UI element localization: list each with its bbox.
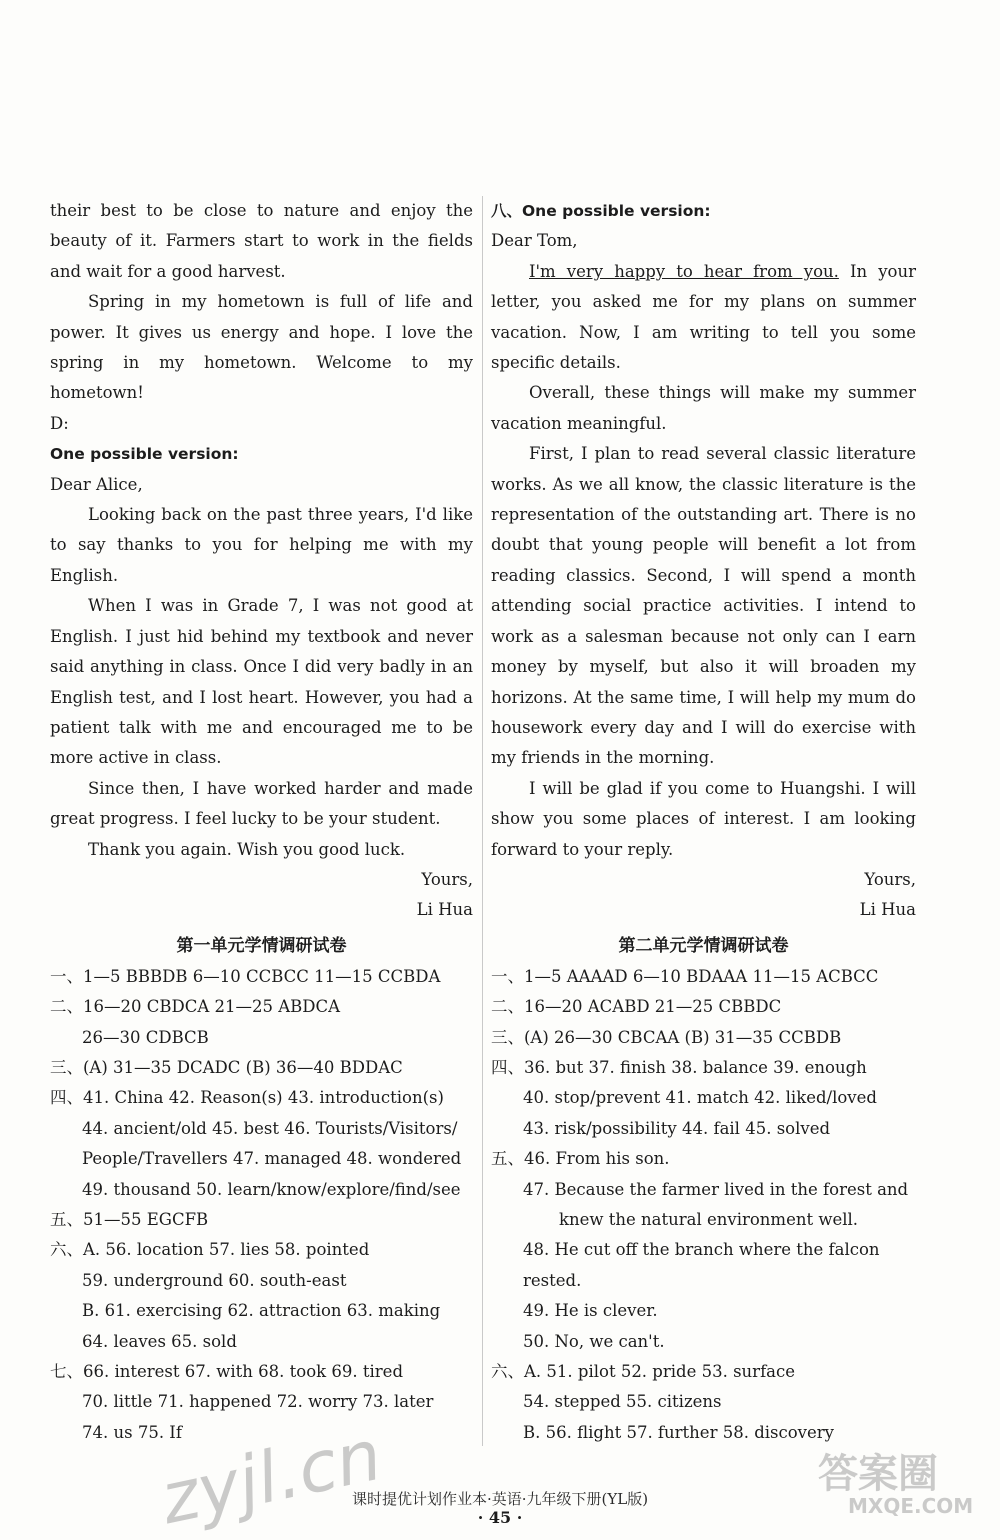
answer-line: 40. stop/prevent 41. match 42. liked/loved (523, 1088, 877, 1108)
answer-line: 47. Because the farmer lived in the forest and knew the natural environment well. (523, 1179, 909, 1229)
answer-line: 49. thousand 50. learn/know/explore/find/see (82, 1179, 461, 1199)
paragraph: Since then, I have worked harder and made great progress. I feel lucky to be your student. (50, 778, 473, 829)
answer-line: 43. risk/possibility 44. fail 45. solved (523, 1118, 831, 1138)
answer-line: 六、A. 51. pilot 52. pride 53. surface (491, 1362, 796, 1382)
paragraph-text: In your letter, you asked me for my plans on summer vacation. Now, I am writing to tell you some specific details. (491, 261, 917, 373)
right-column (491, 196, 916, 1448)
answer-line: 64. leaves 65. sold (82, 1331, 237, 1351)
version-label: 八、One possible version: (491, 202, 711, 220)
unit2-title: 第二单元学情调研试卷 (618, 935, 789, 956)
underlined-sentence: I'm very happy to hear from you. (529, 261, 839, 281)
answer-line: 三、(A) 31—35 DCADC (B) 36—40 BDDAC (50, 1057, 403, 1077)
page-number: · 45 · (477, 1508, 523, 1527)
letter-signature: Li Hua (859, 900, 916, 920)
unit1-title: 第一单元学情调研试卷 (176, 935, 347, 956)
version-label: One possible version: (50, 445, 239, 464)
paragraph: When I was in Grade 7, I was not good at English. I just hid behind my textbook and never said anything in class. Once I did very badly in an English test, and I lost heart. However, you had a patient talk with me and encouraged me to be more active in class. (50, 596, 473, 768)
answer-line: B. 61. exercising 62. attraction 63. making (82, 1301, 441, 1321)
answer-line: 一、1—5 AAAAD 6—10 BDAAA 11—15 ACBCC (491, 966, 879, 986)
answer-line: 44. ancient/old 45. best 46. Tourists/Visitors/ (82, 1118, 458, 1138)
answer-line: 49. He is clever. (523, 1301, 658, 1321)
answer-line: 三、(A) 26—30 CBCAA (B) 31—35 CCBDB (491, 1027, 842, 1047)
answer-line: 70. little 71. happened 72. worry 73. later (82, 1392, 434, 1412)
answer-line: 六、A. 56. location 57. lies 58. pointed (50, 1240, 370, 1260)
answer-line: 四、41. China 42. Reason(s) 43. introduction(s) (50, 1088, 444, 1108)
answer-line: 二、16—20 CBDCA 21—25 ABDCA (50, 997, 341, 1017)
paragraph: Thank you again. Wish you good luck. (88, 839, 406, 859)
letter-greeting: Dear Alice, (50, 474, 143, 494)
watermark-logo: MXQE.COM (848, 1494, 974, 1518)
answer-line: 54. stepped 55. citizens (523, 1392, 722, 1412)
paragraph (491, 257, 916, 379)
answer-line: 48. He cut off the branch where the falcon rested. (523, 1240, 880, 1290)
paragraph: their best to be close to nature and enjoy the beauty of it. Farmers start to work in the fields and wait for a good harvest. (50, 201, 473, 281)
left-column (50, 196, 473, 1448)
answer-line: People/Travellers 47. managed 48. wondered (82, 1149, 462, 1169)
answer-line: 五、51—55 EGCFB (50, 1210, 209, 1229)
answer-line: 五、46. From his son. (491, 1149, 670, 1169)
paragraph: Looking back on the past three years, I'd like to say thanks to you for helping me with my English. (50, 505, 473, 585)
letter-closing: Yours, (421, 869, 473, 889)
paragraph: I will be glad if you come to Huangshi. I will show you some places of interest. I am looking forward to your reply. (491, 778, 916, 859)
answer-line: 26—30 CDBCB (82, 1027, 209, 1047)
letter-greeting: Dear Tom, (491, 231, 578, 251)
paragraph: Spring in my hometown is full of life and power. It gives us energy and hope. I love the spring in my hometown. Welcome to my hometown! (50, 292, 473, 403)
answer-line: 59. underground 60. south-east (82, 1270, 347, 1290)
answer-line: 四、36. but 37. finish 38. balance 39. enough (491, 1057, 867, 1077)
letter-closing: Yours, (864, 869, 916, 889)
answer-line: B. 56. flight 57. further 58. discovery (523, 1422, 834, 1442)
answer-line: 七、66. interest 67. with 68. took 69. tired (50, 1362, 404, 1382)
letter-signature: Li Hua (416, 900, 473, 920)
paragraph: First, I plan to read several classic literature works. As we all know, the classic literature is the representation of the outstanding art. There is no doubt that young people will benefit a lot from reading classics. Second, I will spend a month attending social practice activities. I intend to work as a salesman because not only can I earn money by myself, but also it will broaden my horizons. At the same time, I will help my mum do housework every day and I will do exercise with my friends in the morning. (491, 444, 916, 768)
answer-line: 50. No, we can't. (523, 1331, 665, 1351)
footer-title: 课时提优计划作业本·英语·九年级下册(YL版) (351, 1490, 649, 1508)
answer-line: 74. us 75. If (82, 1422, 182, 1442)
watermark-logo: 答案圈 (818, 1451, 938, 1497)
answer-line: 二、16—20 ACABD 21—25 CBBDC (491, 997, 782, 1017)
column-divider (482, 196, 483, 1446)
section-label: D: (50, 413, 69, 433)
answer-line: 一、1—5 BBBDB 6—10 CCBCC 11—15 CCBDA (50, 966, 441, 986)
watermark-logo: zyjl.cn (153, 1413, 389, 1540)
paragraph: Overall, these things will make my summer vacation meaningful. (491, 383, 916, 433)
